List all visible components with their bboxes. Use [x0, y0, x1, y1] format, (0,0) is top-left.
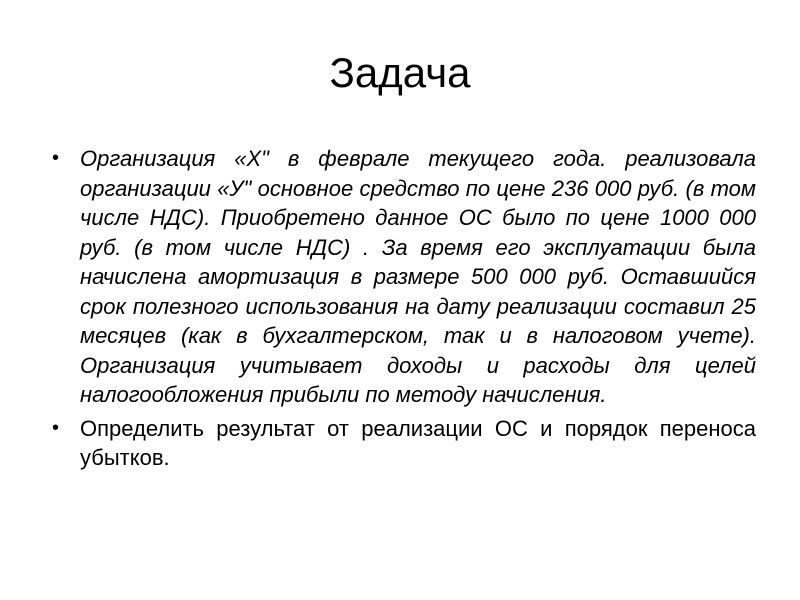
bullet-item-task-question	[48, 414, 756, 473]
bullet-list	[48, 144, 756, 477]
task-question-text: Определить результат от реализации ОС и порядок переноса убытков.	[80, 415, 756, 470]
task-description-text: Организация «Х" в феврале текущего года. реализовала организации «У" основное средство по цене 236 000 руб. (в том числе НДС). Приобретено данное ОС было по цене 1000 000 руб. (в том числе НДС) . За время его эксплуатации была начислена амортизация в размере 500 000 руб. Оставшийся срок полезного использования на дату реализации составил 25 месяцев (как в бухгалтерском, так и в налоговом учете). Организация учитывает доходы и расходы для целей налогообложения прибыли по методу начисления.	[80, 146, 756, 407]
slide-title: Задача	[329, 49, 471, 96]
bullet-item-task-description	[48, 144, 756, 410]
bullet-marker: •	[52, 416, 60, 439]
bullet-marker: •	[52, 147, 60, 169]
